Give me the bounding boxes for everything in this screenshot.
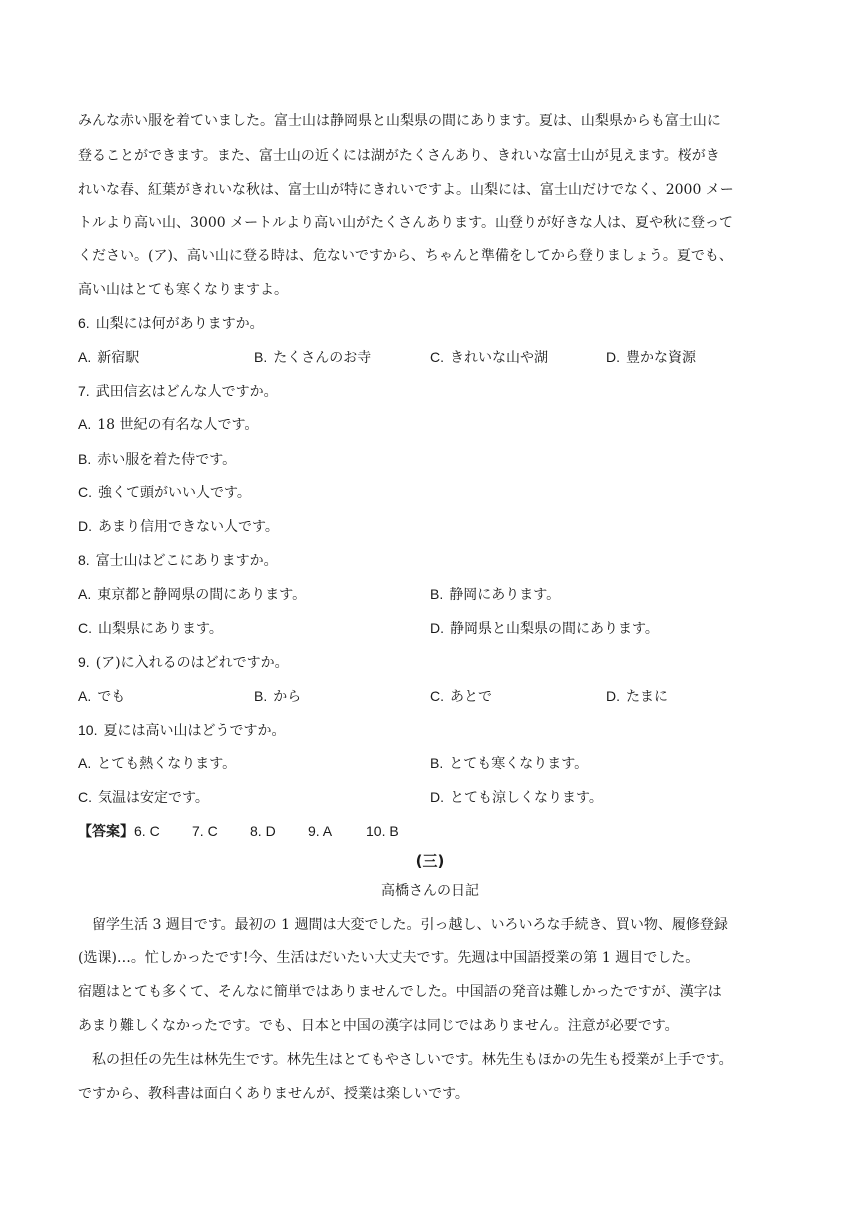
option-text: 静岡にあります。: [449, 587, 561, 603]
option-7a[interactable]: [78, 414, 258, 435]
option-label: D.: [606, 688, 620, 704]
question-6: [78, 313, 264, 334]
diary-line: ですから、教科書は面白くありませんが、授業は楽しいです。: [78, 1086, 469, 1102]
option-label: D.: [606, 349, 620, 365]
option-text: とても寒くなります。: [449, 756, 589, 772]
option-text: たくさんのお寺: [273, 350, 372, 366]
diary-line: あまり難しくなかったです。でも、日本と中国の漢字は同じではありません。注意が必要です。: [78, 1018, 679, 1034]
option-text: 静岡県と山梨県の間にあります。: [450, 621, 659, 637]
option-text: きれいな山や湖: [450, 350, 548, 366]
option-text: でも: [97, 689, 126, 705]
option-text: 新宿駅: [97, 350, 140, 366]
option-10d[interactable]: [430, 787, 603, 808]
question-9: [78, 652, 289, 673]
question-text: 武田信玄はどんな人ですか。: [95, 384, 278, 400]
option-label: A.: [78, 688, 92, 704]
option-text: とても熱くなります。: [97, 756, 237, 772]
option-label: B.: [78, 451, 92, 467]
option-8c[interactable]: [78, 618, 223, 639]
option-label: A.: [78, 416, 92, 432]
question-number: 6.: [78, 315, 90, 331]
answer-item: 7. C: [192, 823, 218, 839]
option-text: 赤い服を着た侍です。: [97, 452, 237, 468]
option-7b[interactable]: [78, 449, 236, 470]
option-9a[interactable]: [78, 686, 125, 707]
option-6a[interactable]: [78, 347, 139, 368]
diary-line: (选课)…。忙しかったです!今、生活はだいたい大丈夫です。先週は中国語授業の第 1 週目でした。: [78, 950, 700, 966]
option-label: B.: [430, 586, 444, 602]
option-9b[interactable]: [254, 686, 301, 707]
option-label: B.: [254, 688, 268, 704]
option-text: 東京都と静岡県の間にあります。: [97, 587, 307, 603]
section-subtitle: 高橋さんの日記: [381, 883, 479, 899]
option-9c[interactable]: [430, 686, 492, 707]
option-label: C.: [78, 620, 92, 636]
option-label: D.: [430, 789, 444, 805]
option-text: とても涼しくなります。: [450, 790, 603, 806]
option-8a[interactable]: [78, 584, 306, 605]
question-text: 夏には高い山はどうですか。: [103, 723, 286, 739]
passage-line: トルより高い山、3000 メートルより高い山がたくさんあります。山登りが好きな人は、夏や秋に登って: [78, 215, 733, 231]
option-7c[interactable]: [78, 482, 251, 503]
question-text: 富士山はどこにありますか。: [95, 553, 278, 569]
answer-item: 10. B: [366, 823, 399, 839]
option-label: C.: [78, 789, 92, 805]
question-7: [78, 381, 278, 402]
question-number: 7.: [78, 383, 90, 399]
option-label: A.: [78, 586, 92, 602]
passage-line: れいな春、紅葉がきれいな秋は、富士山が特にきれいですよ。山梨には、富士山だけでなく、2000 メー: [78, 182, 734, 198]
question-10: [78, 720, 285, 741]
question-text: 山梨には何がありますか。: [95, 316, 264, 332]
option-label: B.: [254, 349, 268, 365]
option-label: D.: [78, 518, 92, 534]
option-label: C.: [430, 349, 444, 365]
section-heading: (三): [415, 852, 445, 870]
diary-line: 私の担任の先生は林先生です。林先生はとてもやさしいです。林先生もほかの先生も授業が上手です。: [78, 1052, 733, 1068]
passage-line: ください。(ア)、高い山に登る時は、危ないですから、ちゃんと準備をしてから登りましょう。夏でも、: [78, 248, 733, 264]
question-text: (ア)に入れるのはどれですか。: [95, 655, 289, 671]
option-7d[interactable]: [78, 516, 279, 537]
passage-line: 高い山はとても寒くなりますよ。: [78, 282, 288, 298]
option-6d[interactable]: [606, 347, 696, 368]
question-number: 8.: [78, 552, 90, 568]
option-10b[interactable]: [430, 753, 588, 774]
option-10c[interactable]: [78, 787, 209, 808]
option-label: C.: [78, 484, 92, 500]
option-6b[interactable]: [254, 347, 371, 368]
answer-item: 9. A: [308, 823, 333, 839]
option-10a[interactable]: [78, 753, 236, 774]
option-text: 気温は安定です。: [98, 790, 209, 806]
option-label: D.: [430, 620, 444, 636]
question-number: 9.: [78, 654, 90, 670]
option-text: 18 世紀の有名な人です。: [97, 417, 259, 433]
question-8: [78, 550, 278, 571]
diary-line: 留学生活 3 週目です。最初の 1 週間は大変でした。引っ越し、いろいろな手続き、買い物、履修登録: [78, 917, 728, 933]
option-text: たまに: [626, 689, 668, 705]
option-label: B.: [430, 755, 444, 771]
question-number: 10.: [78, 722, 98, 738]
option-label: C.: [430, 688, 444, 704]
option-text: 山梨県にあります。: [98, 621, 223, 637]
passage-line: みんな赤い服を着ていました。富士山は静岡県と山梨県の間にあります。夏は、山梨県からも富士山に: [78, 113, 721, 129]
option-6c[interactable]: [430, 347, 548, 368]
answer-item: 6. C: [134, 823, 160, 839]
option-8d[interactable]: [430, 618, 659, 639]
option-label: A.: [78, 349, 92, 365]
option-text: あまり信用できない人です。: [98, 519, 279, 535]
option-8b[interactable]: [430, 584, 560, 605]
answer-key: [78, 821, 424, 842]
option-text: 強くて頭がいい人です。: [98, 485, 251, 501]
answer-label: 【答案】: [78, 824, 134, 840]
passage-line: 登ることができます。また、富士山の近くには湖がたくさんあり、きれいな富士山が見えます。桜がき: [78, 148, 720, 164]
option-text: あとで: [450, 689, 492, 705]
option-label: A.: [78, 755, 92, 771]
answer-item: 8. D: [250, 823, 276, 839]
option-text: 豊かな資源: [626, 350, 696, 366]
option-9d[interactable]: [606, 686, 668, 707]
option-text: から: [273, 689, 302, 705]
diary-line: 宿題はとても多くて、そんなに簡単ではありませんでした。中国語の発音は難しかったですが、漢字は: [78, 984, 722, 1000]
